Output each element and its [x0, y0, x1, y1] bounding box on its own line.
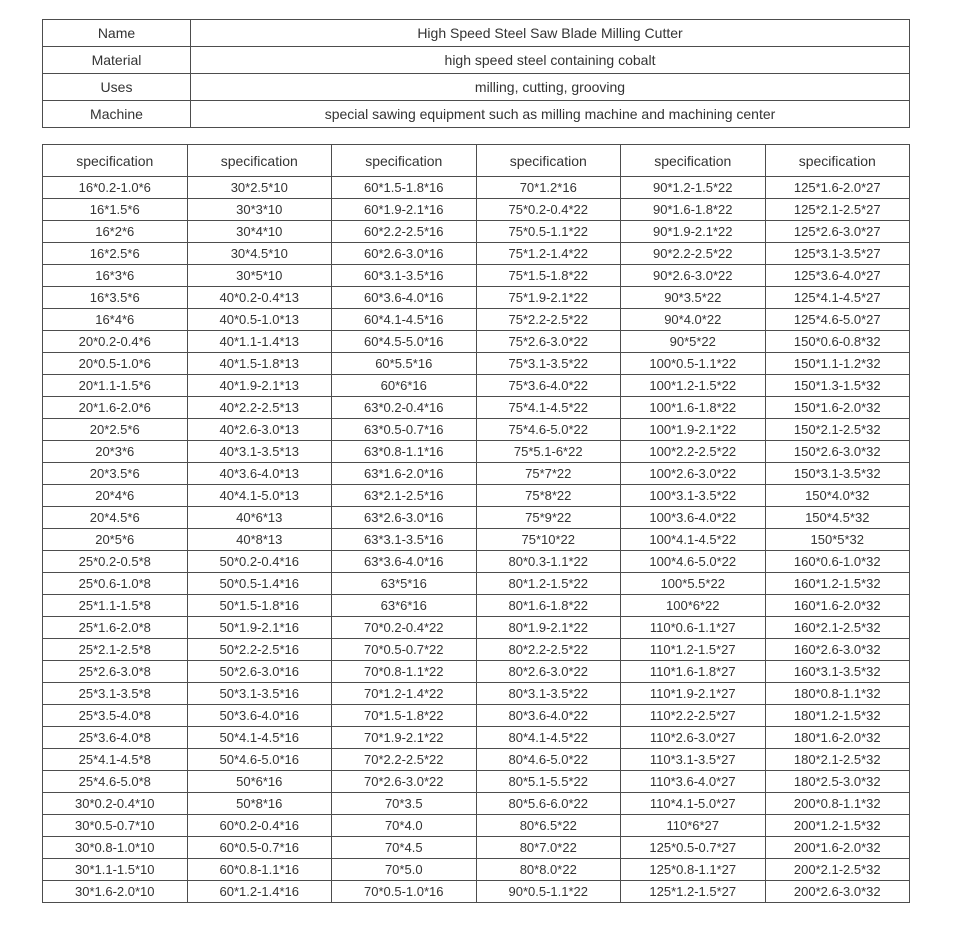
table-row [43, 771, 910, 793]
spec-cell: 150*4.0*32 [765, 485, 910, 507]
table-row [43, 705, 910, 727]
spec-cell: 70*0.5-0.7*22 [332, 639, 477, 661]
spec-cell: 16*0.2-1.0*6 [43, 177, 188, 199]
spec-cell: 16*3*6 [43, 265, 188, 287]
spec-cell: 100*2.6-3.0*22 [621, 463, 766, 485]
spec-cell: 30*4*10 [187, 221, 332, 243]
spec-cell: 110*1.6-1.8*27 [621, 661, 766, 683]
spec-cell: 60*6*16 [332, 375, 477, 397]
spec-cell: 16*2.5*6 [43, 243, 188, 265]
spec-cell: 180*1.2-1.5*32 [765, 705, 910, 727]
spec-cell: 25*3.5-4.0*8 [43, 705, 188, 727]
spec-cell: 70*3.5 [332, 793, 477, 815]
info-value-name: High Speed Steel Saw Blade Milling Cutter [191, 20, 910, 47]
spec-cell: 80*4.1-4.5*22 [476, 727, 621, 749]
table-row [43, 463, 910, 485]
spec-cell: 50*0.2-0.4*16 [187, 551, 332, 573]
spec-cell: 20*0.5-1.0*6 [43, 353, 188, 375]
table-row [43, 397, 910, 419]
spec-cell: 180*0.8-1.1*32 [765, 683, 910, 705]
table-row [43, 101, 910, 128]
spec-cell: 50*8*16 [187, 793, 332, 815]
spec-cell: 160*0.6-1.0*32 [765, 551, 910, 573]
info-label-uses: Uses [43, 74, 191, 101]
spec-cell: 200*1.6-2.0*32 [765, 837, 910, 859]
spec-cell: 63*6*16 [332, 595, 477, 617]
table-row [43, 683, 910, 705]
spec-cell: 80*1.6-1.8*22 [476, 595, 621, 617]
spec-cell: 75*1.9-2.1*22 [476, 287, 621, 309]
spec-cell: 16*1.5*6 [43, 199, 188, 221]
spec-column-header: specification [476, 145, 621, 177]
spec-cell: 110*0.6-1.1*27 [621, 617, 766, 639]
spec-cell: 80*3.6-4.0*22 [476, 705, 621, 727]
spec-cell: 50*4.1-4.5*16 [187, 727, 332, 749]
table-row [43, 177, 910, 199]
spec-cell: 75*3.1-3.5*22 [476, 353, 621, 375]
spec-cell: 63*0.2-0.4*16 [332, 397, 477, 419]
spec-cell: 75*3.6-4.0*22 [476, 375, 621, 397]
spec-cell: 90*1.6-1.8*22 [621, 199, 766, 221]
spec-cell: 30*4.5*10 [187, 243, 332, 265]
spec-cell: 200*1.2-1.5*32 [765, 815, 910, 837]
spec-cell: 50*4.6-5.0*16 [187, 749, 332, 771]
spec-cell: 60*1.5-1.8*16 [332, 177, 477, 199]
spec-cell: 63*0.5-0.7*16 [332, 419, 477, 441]
spec-cell: 160*2.6-3.0*32 [765, 639, 910, 661]
table-row [43, 419, 910, 441]
spec-cell: 100*3.6-4.0*22 [621, 507, 766, 529]
spec-cell: 180*2.1-2.5*32 [765, 749, 910, 771]
info-value-uses: milling, cutting, grooving [191, 74, 910, 101]
spec-cell: 160*3.1-3.5*32 [765, 661, 910, 683]
spec-cell: 125*4.6-5.0*27 [765, 309, 910, 331]
spec-cell: 100*1.6-1.8*22 [621, 397, 766, 419]
spec-cell: 125*2.1-2.5*27 [765, 199, 910, 221]
spec-cell: 150*2.6-3.0*32 [765, 441, 910, 463]
spec-cell: 75*7*22 [476, 463, 621, 485]
spec-cell: 80*6.5*22 [476, 815, 621, 837]
spec-cell: 25*0.2-0.5*8 [43, 551, 188, 573]
spec-cell: 110*2.6-3.0*27 [621, 727, 766, 749]
table-row [43, 793, 910, 815]
spec-cell: 70*0.8-1.1*22 [332, 661, 477, 683]
spec-cell: 20*3.5*6 [43, 463, 188, 485]
spec-cell: 150*1.1-1.2*32 [765, 353, 910, 375]
spec-cell: 125*1.2-1.5*27 [621, 881, 766, 903]
spec-cell: 75*8*22 [476, 485, 621, 507]
spec-cell: 75*5.1-6*22 [476, 441, 621, 463]
spec-cell: 80*0.3-1.1*22 [476, 551, 621, 573]
spec-cell: 63*1.6-2.0*16 [332, 463, 477, 485]
table-row [43, 815, 910, 837]
spec-cell: 160*1.2-1.5*32 [765, 573, 910, 595]
table-row [43, 74, 910, 101]
table-row [43, 243, 910, 265]
spec-cell: 100*6*22 [621, 595, 766, 617]
spec-cell: 60*0.2-0.4*16 [187, 815, 332, 837]
spec-cell: 160*1.6-2.0*32 [765, 595, 910, 617]
spec-cell: 110*1.9-2.1*27 [621, 683, 766, 705]
spec-cell: 60*0.5-0.7*16 [187, 837, 332, 859]
spec-cell: 60*2.6-3.0*16 [332, 243, 477, 265]
spec-cell: 75*4.6-5.0*22 [476, 419, 621, 441]
spec-cell: 50*0.5-1.4*16 [187, 573, 332, 595]
spec-cell: 150*1.3-1.5*32 [765, 375, 910, 397]
spec-cell: 40*1.1-1.4*13 [187, 331, 332, 353]
spec-cell: 25*3.1-3.5*8 [43, 683, 188, 705]
spec-cell: 125*0.5-0.7*27 [621, 837, 766, 859]
info-value-machine: special sawing equipment such as milling machine and machining center [191, 101, 910, 128]
spec-cell: 60*2.2-2.5*16 [332, 221, 477, 243]
spec-cell: 70*4.5 [332, 837, 477, 859]
spec-cell: 60*4.5-5.0*16 [332, 331, 477, 353]
spec-cell: 70*2.2-2.5*22 [332, 749, 477, 771]
spec-cell: 25*1.6-2.0*8 [43, 617, 188, 639]
spec-cell: 16*4*6 [43, 309, 188, 331]
spec-cell: 70*1.2*16 [476, 177, 621, 199]
product-info-table [42, 19, 910, 128]
spec-cell: 60*3.6-4.0*16 [332, 287, 477, 309]
spec-cell: 40*0.5-1.0*13 [187, 309, 332, 331]
spec-cell: 20*3*6 [43, 441, 188, 463]
spec-cell: 90*5*22 [621, 331, 766, 353]
spec-cell: 125*3.6-4.0*27 [765, 265, 910, 287]
table-row [43, 639, 910, 661]
spec-cell: 75*9*22 [476, 507, 621, 529]
spec-cell: 63*2.6-3.0*16 [332, 507, 477, 529]
spec-cell: 70*4.0 [332, 815, 477, 837]
spec-cell: 125*4.1-4.5*27 [765, 287, 910, 309]
spec-cell: 80*5.6-6.0*22 [476, 793, 621, 815]
table-row [43, 287, 910, 309]
spec-cell: 90*0.5-1.1*22 [476, 881, 621, 903]
spec-cell: 100*5.5*22 [621, 573, 766, 595]
spec-column-header: specification [621, 145, 766, 177]
spec-cell: 200*0.8-1.1*32 [765, 793, 910, 815]
table-row [43, 199, 910, 221]
table-row [43, 309, 910, 331]
spec-cell: 25*0.6-1.0*8 [43, 573, 188, 595]
table-gap [42, 128, 918, 144]
table-row [43, 617, 910, 639]
spec-cell: 70*1.5-1.8*22 [332, 705, 477, 727]
table-row [43, 47, 910, 74]
spec-cell: 75*1.5-1.8*22 [476, 265, 621, 287]
spec-cell: 125*2.6-3.0*27 [765, 221, 910, 243]
spec-cell: 75*1.2-1.4*22 [476, 243, 621, 265]
spec-cell: 40*1.5-1.8*13 [187, 353, 332, 375]
spec-cell: 80*4.6-5.0*22 [476, 749, 621, 771]
spec-cell: 150*1.6-2.0*32 [765, 397, 910, 419]
spec-cell: 100*4.6-5.0*22 [621, 551, 766, 573]
spec-cell: 30*3*10 [187, 199, 332, 221]
spec-cell: 30*0.2-0.4*10 [43, 793, 188, 815]
info-label-machine: Machine [43, 101, 191, 128]
spec-cell: 180*2.5-3.0*32 [765, 771, 910, 793]
spec-cell: 20*1.6-2.0*6 [43, 397, 188, 419]
spec-cell: 125*3.1-3.5*27 [765, 243, 910, 265]
spec-cell: 75*0.2-0.4*22 [476, 199, 621, 221]
spec-cell: 50*1.5-1.8*16 [187, 595, 332, 617]
spec-cell: 20*1.1-1.5*6 [43, 375, 188, 397]
spec-cell: 110*6*27 [621, 815, 766, 837]
table-row [43, 837, 910, 859]
spec-cell: 75*4.1-4.5*22 [476, 397, 621, 419]
spec-cell: 40*2.2-2.5*13 [187, 397, 332, 419]
spec-cell: 60*1.2-1.4*16 [187, 881, 332, 903]
spec-cell: 40*0.2-0.4*13 [187, 287, 332, 309]
spec-cell: 80*1.2-1.5*22 [476, 573, 621, 595]
spec-cell: 40*8*13 [187, 529, 332, 551]
spec-cell: 25*3.6-4.0*8 [43, 727, 188, 749]
table-row [43, 353, 910, 375]
spec-cell: 200*2.6-3.0*32 [765, 881, 910, 903]
spec-cell: 75*10*22 [476, 529, 621, 551]
spec-cell: 100*2.2-2.5*22 [621, 441, 766, 463]
spec-cell: 125*1.6-2.0*27 [765, 177, 910, 199]
spec-cell: 63*5*16 [332, 573, 477, 595]
spec-cell: 100*0.5-1.1*22 [621, 353, 766, 375]
spec-cell: 30*1.1-1.5*10 [43, 859, 188, 881]
spec-cell: 30*5*10 [187, 265, 332, 287]
spec-cell: 25*2.6-3.0*8 [43, 661, 188, 683]
spec-cell: 70*0.2-0.4*22 [332, 617, 477, 639]
table-row [43, 859, 910, 881]
spec-cell: 70*1.2-1.4*22 [332, 683, 477, 705]
spec-cell: 150*4.5*32 [765, 507, 910, 529]
spec-cell: 150*3.1-3.5*32 [765, 463, 910, 485]
spec-cell: 110*2.2-2.5*27 [621, 705, 766, 727]
spec-cell: 60*4.1-4.5*16 [332, 309, 477, 331]
spec-column-header: specification [187, 145, 332, 177]
table-row [43, 221, 910, 243]
spec-cell: 80*2.6-3.0*22 [476, 661, 621, 683]
spec-cell: 25*4.1-4.5*8 [43, 749, 188, 771]
spec-cell: 70*0.5-1.0*16 [332, 881, 477, 903]
spec-cell: 20*2.5*6 [43, 419, 188, 441]
spec-cell: 60*0.8-1.1*16 [187, 859, 332, 881]
spec-cell: 25*1.1-1.5*8 [43, 595, 188, 617]
table-row [43, 529, 910, 551]
table-row [43, 485, 910, 507]
table-row [43, 375, 910, 397]
spec-cell: 40*2.6-3.0*13 [187, 419, 332, 441]
table-row [43, 573, 910, 595]
spec-column-header: specification [765, 145, 910, 177]
spec-cell: 180*1.6-2.0*32 [765, 727, 910, 749]
spec-cell: 25*2.1-2.5*8 [43, 639, 188, 661]
table-row [43, 551, 910, 573]
spec-cell: 75*2.2-2.5*22 [476, 309, 621, 331]
spec-cell: 40*4.1-5.0*13 [187, 485, 332, 507]
spec-cell: 90*1.9-2.1*22 [621, 221, 766, 243]
spec-cell: 80*7.0*22 [476, 837, 621, 859]
spec-cell: 20*0.2-0.4*6 [43, 331, 188, 353]
spec-cell: 110*3.6-4.0*27 [621, 771, 766, 793]
spec-cell: 30*1.6-2.0*10 [43, 881, 188, 903]
spec-cell: 16*2*6 [43, 221, 188, 243]
table-row [43, 595, 910, 617]
spec-cell: 20*4.5*6 [43, 507, 188, 529]
spec-cell: 150*5*32 [765, 529, 910, 551]
spec-cell: 60*5.5*16 [332, 353, 477, 375]
spec-cell: 160*2.1-2.5*32 [765, 617, 910, 639]
spec-column-header: specification [43, 145, 188, 177]
spec-cell: 63*3.1-3.5*16 [332, 529, 477, 551]
spec-cell: 200*2.1-2.5*32 [765, 859, 910, 881]
spec-cell: 25*4.6-5.0*8 [43, 771, 188, 793]
spec-cell: 30*0.8-1.0*10 [43, 837, 188, 859]
spec-cell: 100*1.2-1.5*22 [621, 375, 766, 397]
spec-cell: 50*6*16 [187, 771, 332, 793]
spec-cell: 80*3.1-3.5*22 [476, 683, 621, 705]
info-label-material: Material [43, 47, 191, 74]
table-row [43, 20, 910, 47]
spec-cell: 110*3.1-3.5*27 [621, 749, 766, 771]
spec-cell: 90*3.5*22 [621, 287, 766, 309]
spec-cell: 60*1.9-2.1*16 [332, 199, 477, 221]
spec-cell: 70*5.0 [332, 859, 477, 881]
table-row [43, 661, 910, 683]
spec-cell: 40*3.1-3.5*13 [187, 441, 332, 463]
spec-cell: 50*2.6-3.0*16 [187, 661, 332, 683]
spec-cell: 80*1.9-2.1*22 [476, 617, 621, 639]
spec-cell: 110*1.2-1.5*27 [621, 639, 766, 661]
table-row [43, 265, 910, 287]
spec-cell: 90*4.0*22 [621, 309, 766, 331]
spec-cell: 75*0.5-1.1*22 [476, 221, 621, 243]
spec-cell: 50*3.6-4.0*16 [187, 705, 332, 727]
spec-cell: 63*2.1-2.5*16 [332, 485, 477, 507]
spec-column-header: specification [332, 145, 477, 177]
spec-cell: 16*3.5*6 [43, 287, 188, 309]
spec-cell: 80*5.1-5.5*22 [476, 771, 621, 793]
spec-cell: 63*3.6-4.0*16 [332, 551, 477, 573]
spec-table-body [43, 177, 910, 903]
spec-cell: 80*8.0*22 [476, 859, 621, 881]
spec-cell: 90*2.2-2.5*22 [621, 243, 766, 265]
table-row [43, 881, 910, 903]
spec-cell: 70*1.9-2.1*22 [332, 727, 477, 749]
spec-cell: 30*2.5*10 [187, 177, 332, 199]
table-row [43, 331, 910, 353]
spec-cell: 40*1.9-2.1*13 [187, 375, 332, 397]
spec-cell: 150*2.1-2.5*32 [765, 419, 910, 441]
spec-cell: 125*0.8-1.1*27 [621, 859, 766, 881]
spec-cell: 90*2.6-3.0*22 [621, 265, 766, 287]
spec-cell: 30*0.5-0.7*10 [43, 815, 188, 837]
table-row [43, 441, 910, 463]
specification-table [42, 144, 910, 903]
spec-cell: 40*6*13 [187, 507, 332, 529]
spec-header-row [43, 145, 910, 177]
spec-cell: 63*0.8-1.1*16 [332, 441, 477, 463]
spec-cell: 100*3.1-3.5*22 [621, 485, 766, 507]
spec-cell: 60*3.1-3.5*16 [332, 265, 477, 287]
spec-cell: 75*2.6-3.0*22 [476, 331, 621, 353]
spec-cell: 40*3.6-4.0*13 [187, 463, 332, 485]
spec-cell: 100*4.1-4.5*22 [621, 529, 766, 551]
spec-cell: 50*2.2-2.5*16 [187, 639, 332, 661]
spec-cell: 80*2.2-2.5*22 [476, 639, 621, 661]
spec-cell: 20*5*6 [43, 529, 188, 551]
spec-cell: 50*1.9-2.1*16 [187, 617, 332, 639]
table-row [43, 727, 910, 749]
spec-cell: 100*1.9-2.1*22 [621, 419, 766, 441]
spec-cell: 20*4*6 [43, 485, 188, 507]
table-row [43, 749, 910, 771]
spec-cell: 70*2.6-3.0*22 [332, 771, 477, 793]
table-row [43, 507, 910, 529]
spec-cell: 150*0.6-0.8*32 [765, 331, 910, 353]
spec-cell: 110*4.1-5.0*27 [621, 793, 766, 815]
info-label-name: Name [43, 20, 191, 47]
info-value-material: high speed steel containing cobalt [191, 47, 910, 74]
spec-cell: 50*3.1-3.5*16 [187, 683, 332, 705]
spec-cell: 90*1.2-1.5*22 [621, 177, 766, 199]
